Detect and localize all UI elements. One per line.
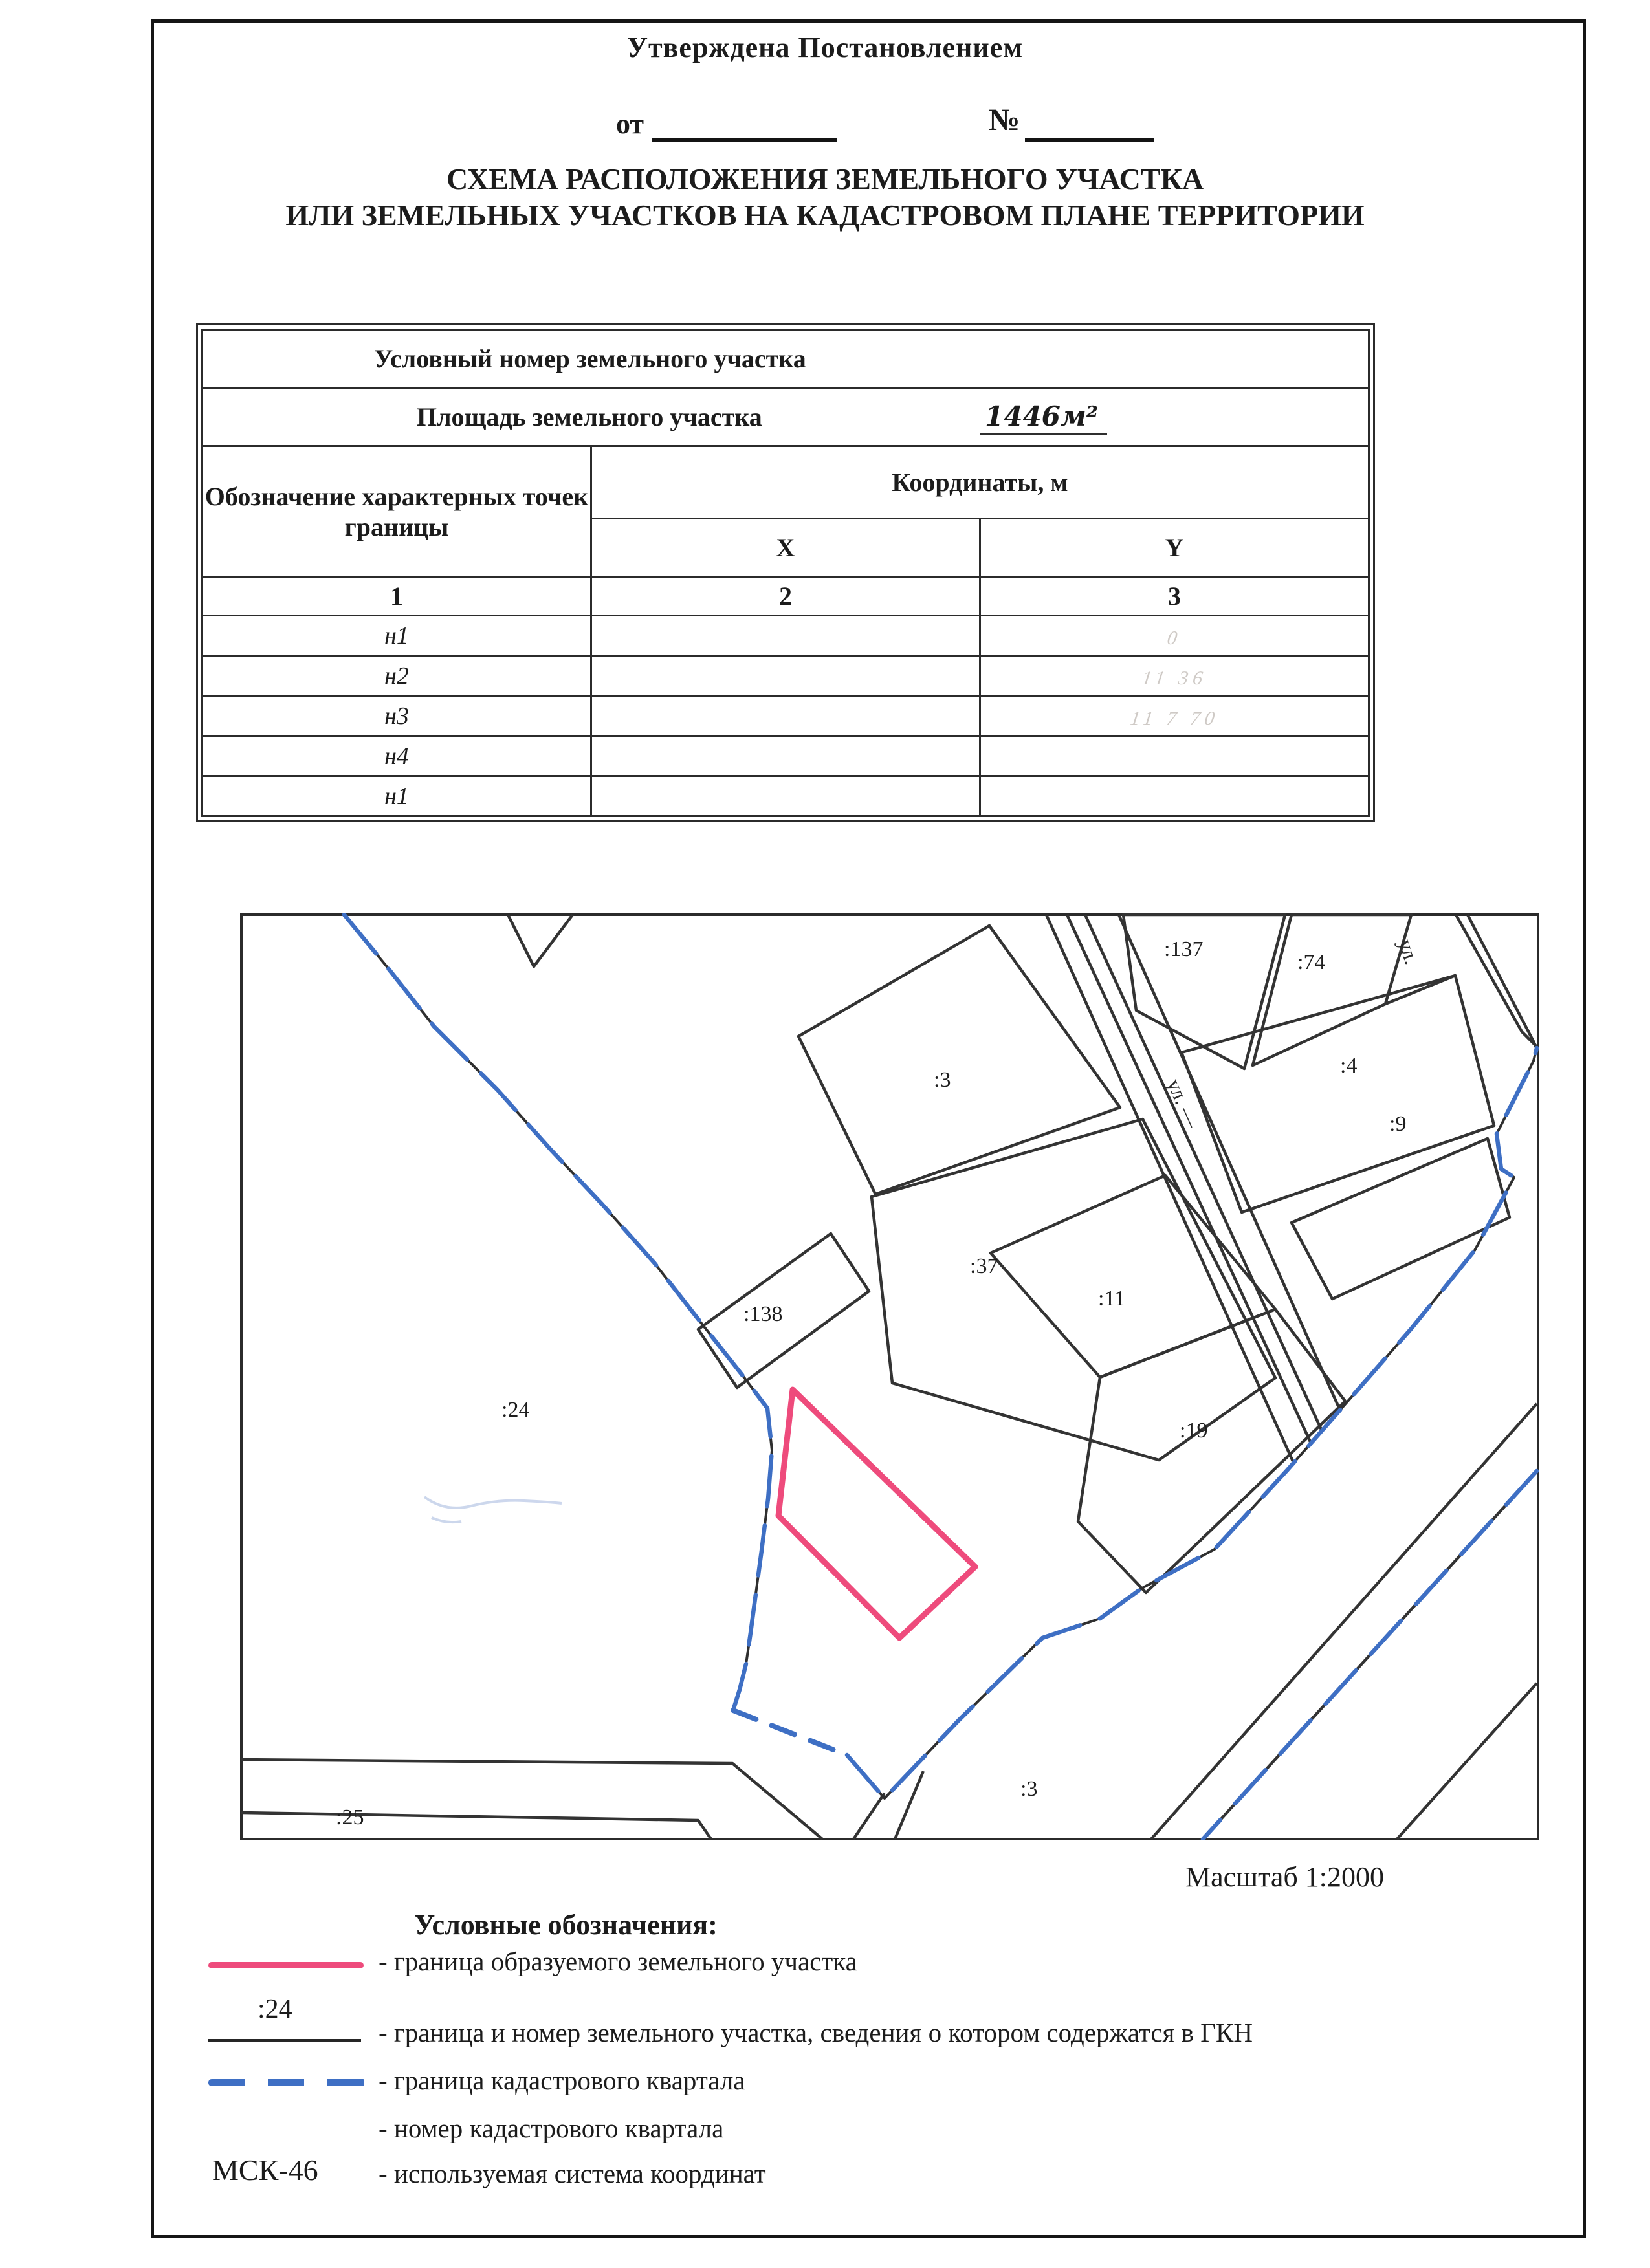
ne-street-line-2 [1468, 915, 1538, 1052]
plot-connector-line [1385, 976, 1455, 1004]
date-underline [652, 138, 837, 142]
legend-item-coord-system: - используемая система координат [379, 2159, 766, 2188]
legend-coord-system-symbol: МСК-46 [212, 2154, 318, 2186]
sw-road-line-2 [241, 1813, 711, 1839]
quarter-boundary-dashed-connector [733, 1710, 847, 1755]
plot-138-boundary [698, 1234, 869, 1388]
se-road-line-1 [1151, 1404, 1537, 1839]
plot-label-25: :25 [336, 1805, 364, 1829]
lane-line-1 [853, 1793, 885, 1839]
formed-plot-boundary [778, 1390, 975, 1638]
x-value [591, 656, 980, 696]
table-row [203, 736, 1369, 776]
plot-label-19: :19 [1180, 1419, 1208, 1443]
legend-item-gkn-boundary: - граница и номер земельного участка, сведения о котором содержатся в ГКН [379, 2018, 1253, 2047]
plot-label-9: :9 [1389, 1112, 1407, 1136]
area-value: 1446м² [980, 400, 1107, 435]
point-name: н3 [203, 696, 591, 736]
plot-label-137: :137 [1164, 937, 1204, 961]
street-line-4 [1119, 915, 1340, 1410]
point-name: н1 [203, 776, 591, 816]
se-corner-line [1397, 1683, 1537, 1839]
legend-blue-dash-swatch [208, 2079, 366, 2086]
area-row [203, 388, 1369, 446]
plot-label-74: :74 [1297, 950, 1326, 974]
quarter-boundary-blue-se-road [1203, 1471, 1537, 1839]
street-label-ne: ул. [1394, 936, 1424, 967]
number-underline [1025, 138, 1154, 142]
table-row [203, 656, 1369, 696]
legend-pink-line-swatch [208, 1962, 364, 1968]
col-number-3: 3 [980, 577, 1369, 616]
sw-road-line-1 [241, 1760, 822, 1839]
cadastral-map [240, 913, 1539, 1840]
from-label: от [616, 108, 644, 140]
number-label: № [989, 103, 1020, 137]
y-value: 11 7 70 [980, 696, 1369, 736]
top-wedge [508, 915, 573, 966]
map-scale-label: Масштаб 1:2000 [1185, 1861, 1384, 1893]
point-name: н2 [203, 656, 591, 696]
table-row [203, 616, 1369, 656]
col-number-1: 1 [203, 577, 591, 616]
legend-black-line-swatch [208, 2039, 361, 2042]
x-value [591, 696, 980, 736]
approved-by-line: Утверждена Постановлением [626, 32, 1024, 63]
coords-header: Координаты, м [591, 446, 1369, 519]
plot-3-boundary [798, 926, 1120, 1194]
quarter-boundary [344, 915, 1537, 1839]
y-column-header: Y [980, 519, 1369, 577]
plot-label-138: :138 [743, 1302, 783, 1326]
legend-title: Условные обозначения: [414, 1909, 718, 1941]
point-name: н1 [203, 616, 591, 656]
street-label-main: ул. — [1162, 1075, 1205, 1131]
plot-label-11: :11 [1098, 1287, 1126, 1311]
document-title-line2: ИЛИ ЗЕМЕЛЬНЫХ УЧАСТКОВ НА КАДАСТРОВОМ ПЛАНЕ ТЕРРИТОРИИ [285, 199, 1365, 232]
area-label: Площадь земельного участка [417, 402, 762, 431]
street-line-1 [1046, 915, 1293, 1463]
y-value: 0 [980, 616, 1369, 656]
plot-label-3: :3 [934, 1068, 951, 1092]
quarter-boundary-underlay-west [344, 915, 772, 1710]
coordinates-table [196, 323, 1375, 822]
x-value [591, 776, 980, 816]
table-row [203, 696, 1369, 736]
plot-label-4: :4 [1340, 1054, 1358, 1078]
faint-pen-scribble [424, 1497, 562, 1522]
legend-item-quarter-boundary: - граница кадастрового квартала [379, 2066, 745, 2095]
y-value: 11 36 [980, 656, 1369, 696]
points-header: Обозначение характерных точек границы [203, 446, 591, 577]
x-column-header: X [591, 519, 980, 577]
plot-74-boundary [1253, 915, 1411, 1065]
quarter-boundary-blue-west [344, 915, 772, 1710]
x-value [591, 616, 980, 656]
document-title-line1: СХЕМА РАСПОЛОЖЕНИЯ ЗЕМЕЛЬНОГО УЧАСТКА [446, 162, 1204, 195]
plot-label-24: :24 [501, 1398, 530, 1422]
street-line-3 [1085, 915, 1322, 1431]
plot-label-3-bottom: :3 [1020, 1777, 1038, 1801]
street-line-2 [1067, 915, 1311, 1443]
plot-4-boundary [1182, 976, 1494, 1212]
x-value [591, 736, 980, 776]
point-name: н4 [203, 736, 591, 776]
legend-plot-number-symbol: :24 [258, 1994, 292, 2024]
conditional-number-header: Условный номер земельного участка [203, 330, 1369, 388]
plot-9-boundary [1292, 1139, 1510, 1299]
plot-label-37: :37 [970, 1254, 998, 1278]
legend-item-quarter-number: - номер кадастрового квартала [379, 2113, 724, 2143]
cadastral-map-svg [240, 913, 1539, 1840]
y-value [980, 776, 1369, 816]
legend-item-formed-boundary: - граница образуемого земельного участка [379, 1946, 857, 1976]
table-row [203, 776, 1369, 816]
y-value [980, 736, 1369, 776]
plot-137-boundary [1123, 915, 1285, 1069]
col-number-2: 2 [591, 577, 980, 616]
